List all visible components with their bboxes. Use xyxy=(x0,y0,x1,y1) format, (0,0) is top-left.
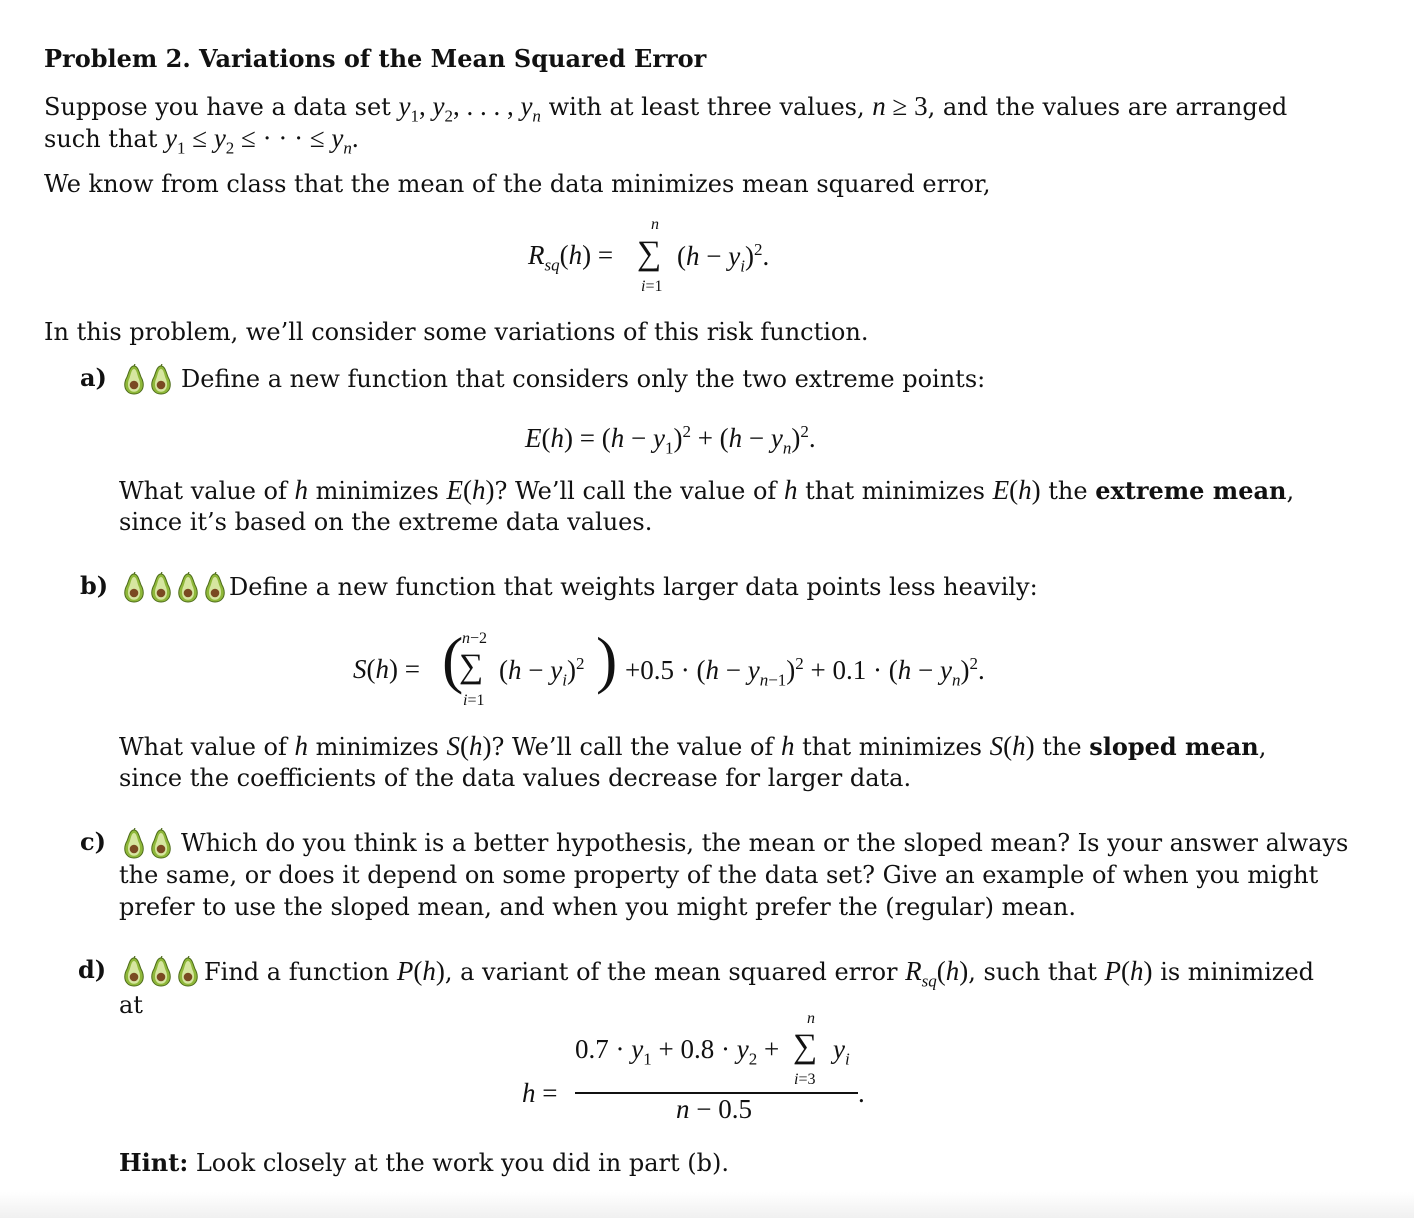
hint xyxy=(119,1147,729,1179)
avocado-icon xyxy=(148,364,174,396)
avocado-icon xyxy=(121,956,147,988)
intro-line-2: such that $y_1 \le y_2$ ≤ · · · ≤ $y_n$. xyxy=(44,123,359,158)
avocado-icon xyxy=(148,572,174,604)
sloped-mean-term: sloped mean xyxy=(1089,732,1259,761)
avocado-icon xyxy=(121,572,147,604)
avocado-icon xyxy=(202,572,228,604)
avocado-icon xyxy=(121,364,147,396)
extreme-formula: $E(h) = (h - y_1)^2 + (h - y_n)^2$. xyxy=(525,422,816,458)
part-c-line3: prefer to use the sloped mean, and when you might prefer the (regular) mean. xyxy=(119,893,1076,921)
extreme-mean-term: extreme mean xyxy=(1095,476,1287,505)
problem-title: Problem 2. Variations of the Mean Squared Error xyxy=(44,44,707,73)
h-equals: h = xyxy=(522,1078,558,1108)
part-b-question: What value of h minimizes S(h)? We’ll call the value of h that minimizes S(h) the sloped mean, xyxy=(119,731,1267,761)
fraction-denominator: n − 0.5 xyxy=(676,1094,752,1124)
part-d-line1: Find a function P(h), a variant of the mean squared error $R_{sq}(h)$, such that P(h) is minimized xyxy=(204,956,1315,991)
intro-line-1: Suppose you have a data set $y_1$, $y_2$, . . . , $y_n$ with at least three values, n ≥ 3, and the values are arranged xyxy=(44,91,1288,126)
part-b-label: b) xyxy=(80,571,109,600)
part-b-question-line2: since the coefficients of the data values decrease for larger data. xyxy=(119,764,912,792)
rsq-formula: $R_{sq}(h)$ = xyxy=(528,240,614,275)
part-c-line1: Which do you think is a better hypothesis, the mean or the sloped mean? Is your answer always xyxy=(181,829,1349,857)
part-d-line2: at xyxy=(119,991,143,1019)
part-a-prompt: Define a new function that considers only the two extreme points: xyxy=(181,365,986,393)
part-c-label: c) xyxy=(80,827,106,856)
avocado-icon xyxy=(148,828,174,860)
avocado-icon xyxy=(121,828,147,860)
part-a-question-line2: since it’s based on the extreme data values. xyxy=(119,508,653,536)
avocado-icon xyxy=(148,956,174,988)
class-sentence: We know from class that the mean of the data minimizes mean squared error, xyxy=(44,170,991,198)
page-bottom-edge xyxy=(0,1192,1414,1218)
part-a-question: What value of h minimizes E(h)? We’ll call the value of h that minimizes E(h) the extreme mean, xyxy=(119,475,1295,505)
sum-symbol: ∑ xyxy=(637,235,662,272)
part-b-prompt: Define a new function that weights larger data points less heavily: xyxy=(229,573,1038,601)
part-d-label: d) xyxy=(78,955,107,984)
hint-text: Look closely at the work you did in part (b). xyxy=(195,1149,729,1177)
avocado-icon xyxy=(175,956,201,988)
part-c-line2: the same, or does it depend on some property of the data set? Give an example of when you might xyxy=(119,861,1319,889)
hint-label: Hint: xyxy=(119,1148,189,1177)
variations-sentence: In this problem, we’ll consider some variations of this risk function. xyxy=(44,318,869,346)
sloped-formula: S(h) = xyxy=(353,654,420,684)
fraction-numerator: $0.7 \cdot y_1 + 0.8 \cdot y_2$ + xyxy=(575,1034,780,1069)
avocado-icon xyxy=(175,572,201,604)
part-a-label: a) xyxy=(80,363,107,392)
